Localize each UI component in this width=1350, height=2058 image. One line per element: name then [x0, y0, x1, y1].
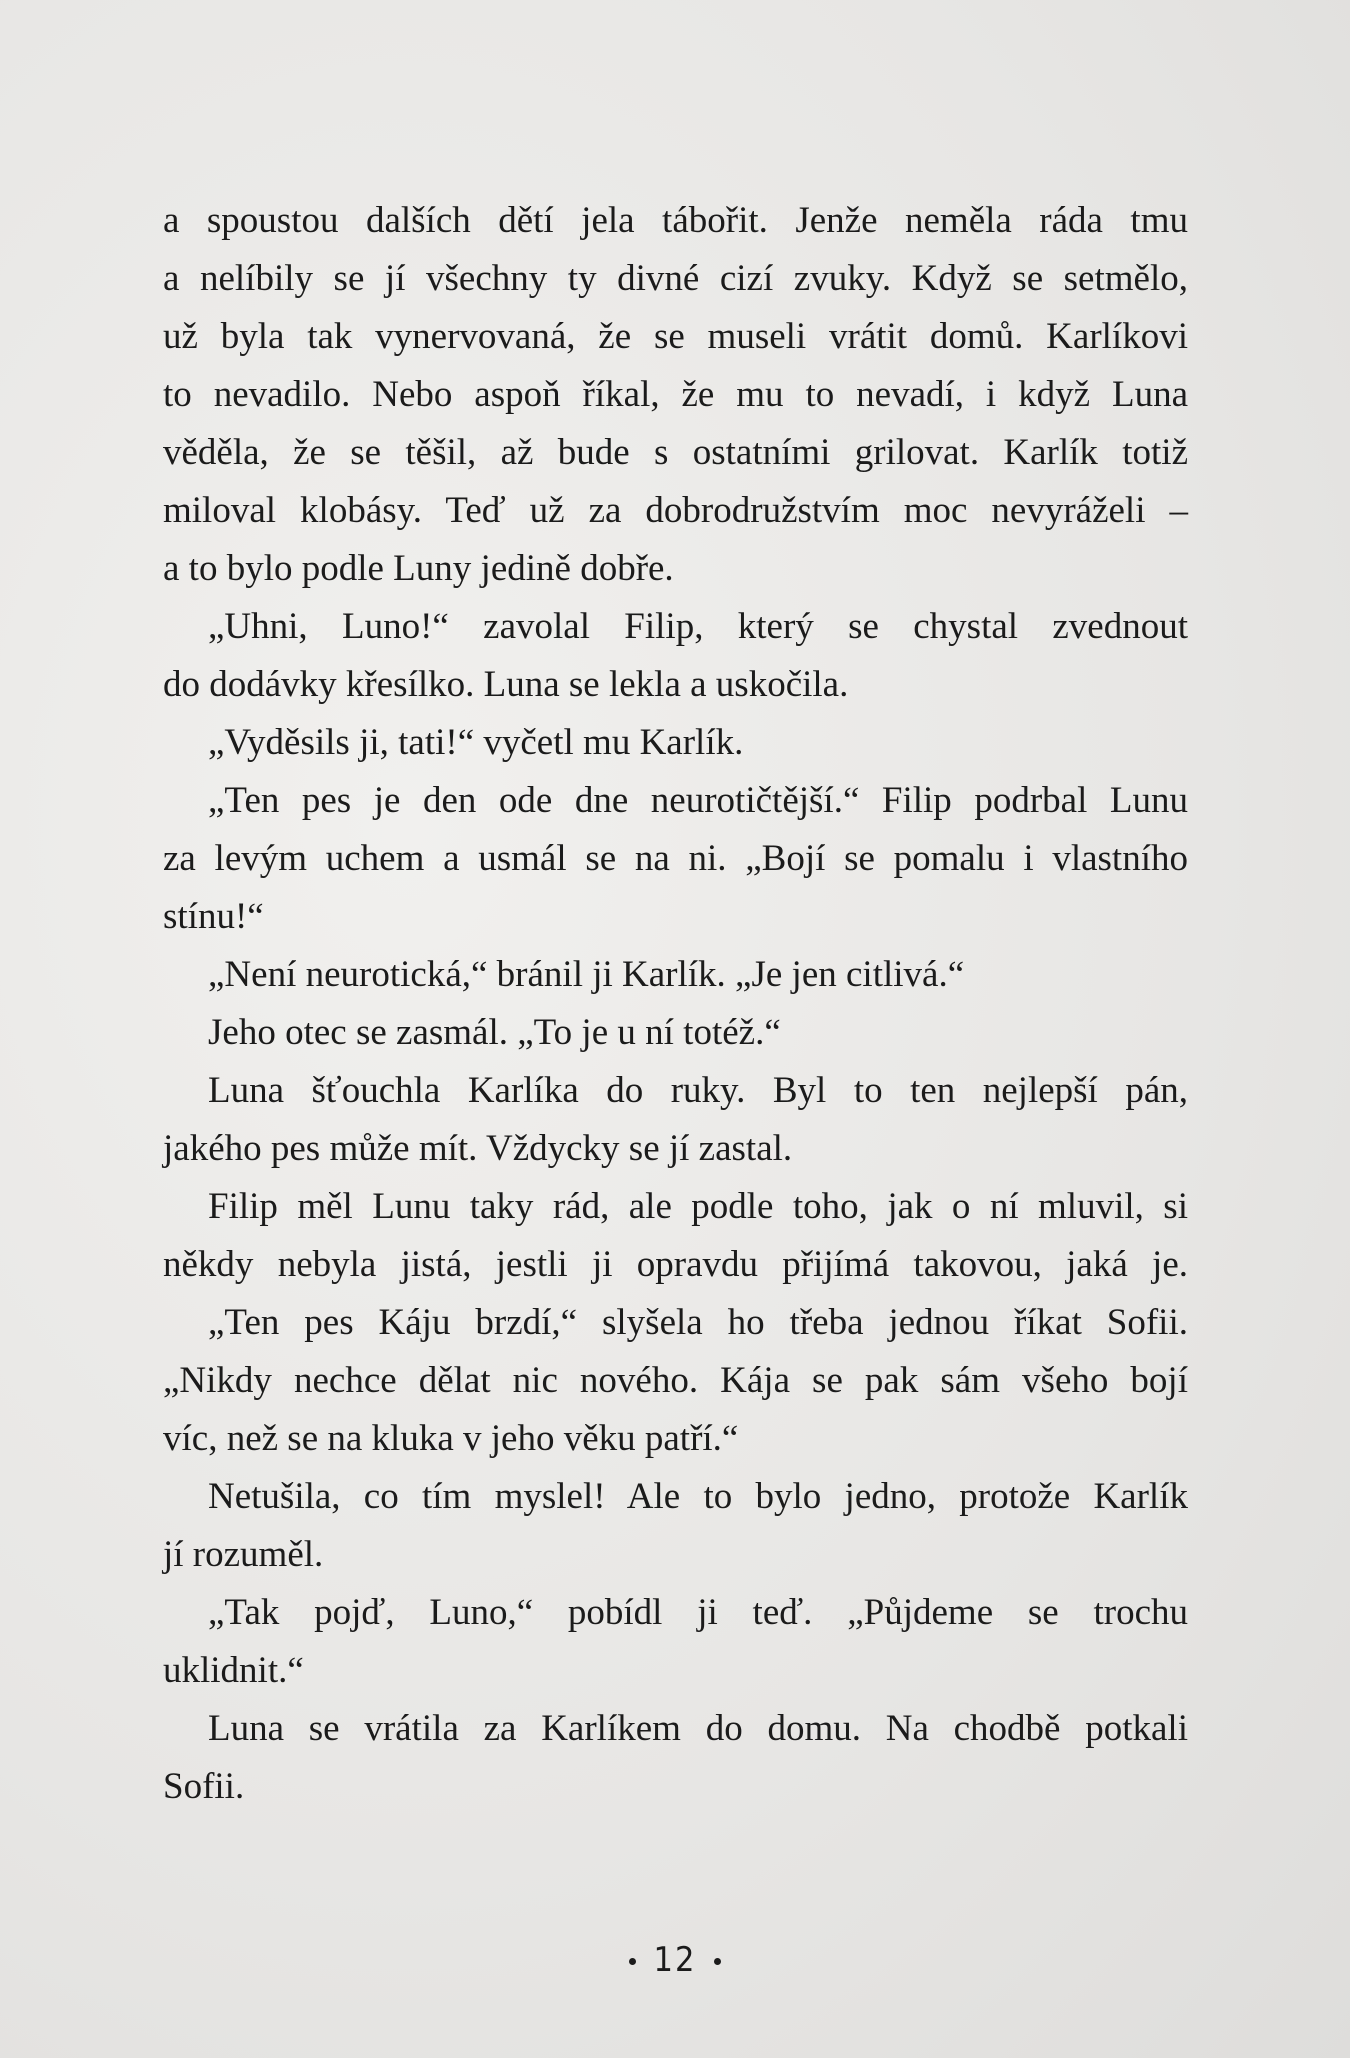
text-line: „Ten pes Káju brzdí,“ slyšela ho třeba jednou říkat Sofii.: [208, 1302, 1188, 1343]
text-line: Luna se vrátila za Karlíkem do domu. Na chodbě potkali: [208, 1708, 1188, 1749]
text-line: jí rozuměl.: [163, 1534, 324, 1575]
text-line: „Vyděsils ji, tati!“ vyčetl mu Karlík.: [208, 722, 744, 763]
text-line: Jeho otec se zasmál. „To je u ní totéž.“: [208, 1012, 781, 1053]
text-line: „Tak pojď, Luno,“ pobídl ji teď. „Půjdeme se trochu: [208, 1592, 1188, 1633]
text-line: a spoustou dalších dětí jela tábořit. Jenže neměla ráda tmu: [163, 200, 1188, 241]
text-line: stínu!“: [163, 896, 264, 937]
bullet-dot-right: [714, 1958, 721, 1965]
page-number-value: 12: [653, 1940, 697, 1980]
page-number: [0, 1940, 1350, 1980]
text-line: a nelíbily se jí všechny ty divné cizí zvuky. Když se setmělo,: [163, 258, 1188, 299]
text-line: jakého pes může mít. Vždycky se jí zastal.: [163, 1128, 793, 1169]
text-line: to nevadilo. Nebo aspoň říkal, že mu to nevadí, i když Luna: [163, 374, 1188, 415]
text-line: „Uhni, Luno!“ zavolal Filip, který se chystal zvednout: [208, 606, 1188, 647]
body-text: [163, 192, 1188, 1816]
text-line: víc, než se na kluka v jeho věku patří.“: [163, 1418, 739, 1459]
text-line: někdy nebyla jistá, jestli ji opravdu přijímá takovou, jaká je.: [163, 1244, 1188, 1285]
text-line: za levým uchem a usmál se na ni. „Bojí se pomalu i vlastního: [163, 838, 1188, 879]
bullet-dot-left: [629, 1958, 636, 1965]
text-line: už byla tak vynervovaná, že se museli vrátit domů. Karlíkovi: [163, 316, 1188, 357]
text-line: Filip měl Lunu taky rád, ale podle toho, jak o ní mluvil, si: [208, 1186, 1188, 1227]
text-line: do dodávky křesílko. Luna se lekla a uskočila.: [163, 664, 849, 705]
text-line: miloval klobásy. Teď už za dobrodružstvím moc nevyráželi –: [163, 490, 1188, 531]
text-line: Luna šťouchla Karlíka do ruky. Byl to ten nejlepší pán,: [208, 1070, 1188, 1111]
text-line: Netušila, co tím myslel! Ale to bylo jedno, protože Karlík: [208, 1476, 1188, 1517]
text-line: Sofii.: [163, 1766, 245, 1807]
text-line: věděla, že se těšil, až bude s ostatními grilovat. Karlík totiž: [163, 432, 1188, 473]
text-line: „Není neurotická,“ bránil ji Karlík. „Je jen citlivá.“: [208, 954, 965, 995]
text-line: a to bylo podle Luny jedině dobře.: [163, 548, 674, 589]
text-line: uklidnit.“: [163, 1650, 304, 1691]
text-line: „Nikdy nechce dělat nic nového. Kája se pak sám všeho bojí: [163, 1360, 1188, 1401]
text-line: „Ten pes je den ode dne neurotičtější.“ Filip podrbal Lunu: [208, 780, 1188, 821]
